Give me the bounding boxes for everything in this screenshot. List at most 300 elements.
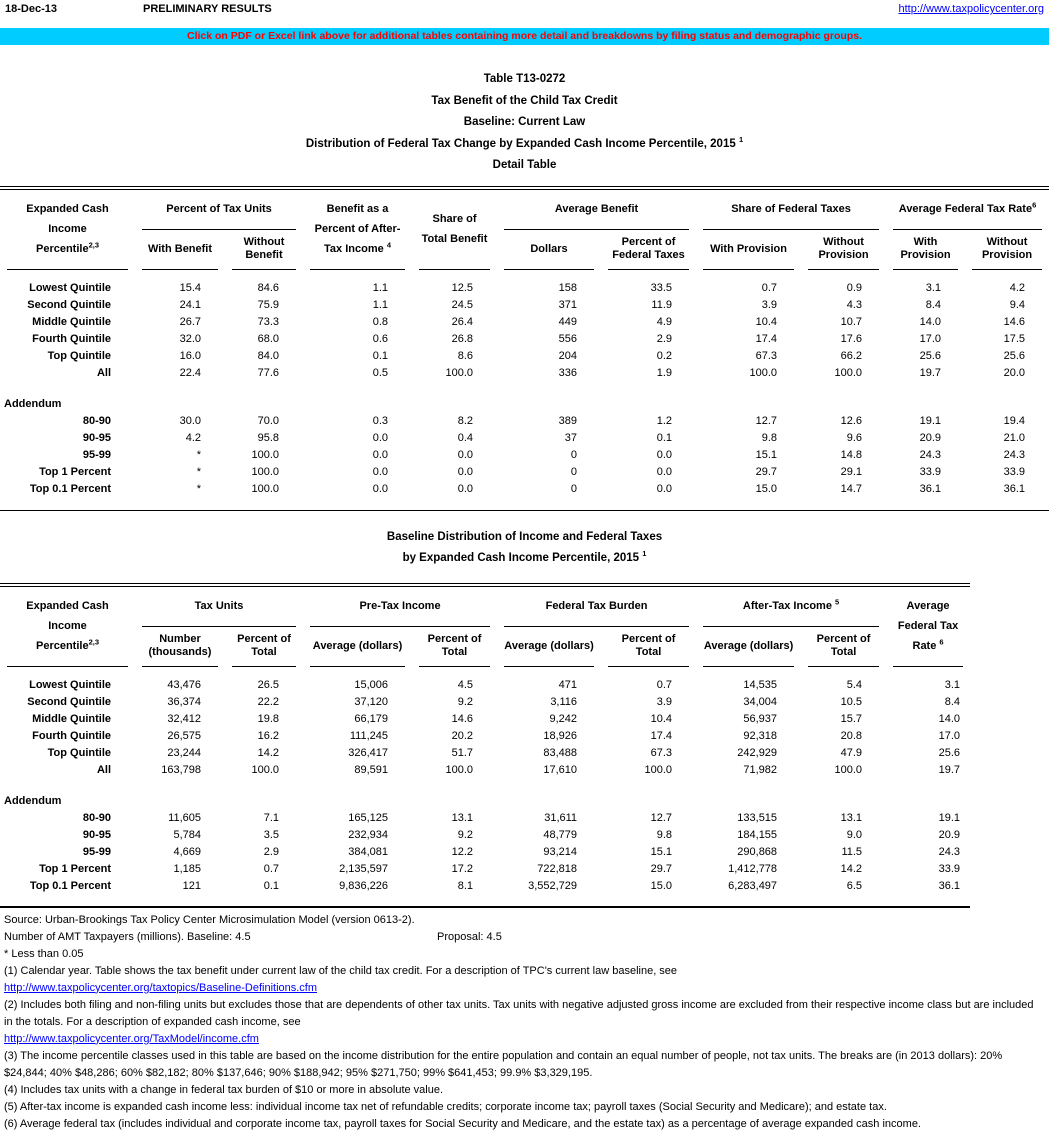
cell: 0.0 [372, 483, 389, 495]
cell: 4.2 [1009, 282, 1026, 294]
col-number-thousands: Number (thousands) [135, 627, 225, 667]
cell: 7.1 [263, 812, 280, 824]
cell: 9,836,226 [339, 880, 389, 892]
detail-table-label: Detail Table [492, 159, 557, 171]
cell: 15.7 [840, 713, 863, 725]
cell: 33.5 [650, 282, 673, 294]
table-number: Table T13-0272 [483, 73, 566, 85]
footnote-1: (1) Calendar year. Table shows the tax benefit under current law of the child tax credit. For a description of TPC's current law baseline, see [4, 964, 678, 977]
cell: 0.0 [457, 449, 474, 461]
cell: 22.4 [179, 367, 201, 379]
amt-proposal-value: Proposal: 4.5 [437, 930, 502, 943]
cell: 0.1 [372, 350, 389, 362]
cell: 21.0 [1003, 432, 1026, 444]
footnote-3: (3) The income percentile classes used in this table are based on the income distribution for the entire population and contain an equal number of people, not tax units. The breaks are (in 2013 dollars): 20% $24,844; 40% $48,286; 60% $82,182; 80% $137,646; 90% $188,942; 95% $271,750; 99% $641,453; 99.9% $3,329,195. [4, 1049, 1003, 1079]
cell: 0.0 [372, 432, 389, 444]
cell: 0.5 [372, 367, 389, 379]
cell: 33.9 [938, 863, 961, 875]
group-pre-tax-income: Pre-Tax Income [303, 587, 497, 627]
cell: 0.7 [263, 863, 280, 875]
cell: 14.8 [840, 449, 863, 461]
group-average-federal-tax-rate: Average Federal Tax Rate$^6$ [886, 190, 1049, 230]
cell: 26,575 [167, 730, 201, 742]
less-than-note: * Less than 0.05 [4, 947, 84, 960]
cell: 75.9 [257, 299, 280, 311]
cell: 0.9 [846, 282, 863, 294]
cell: 290,868 [737, 846, 778, 858]
baseline-distribution-table-wrap [0, 583, 970, 908]
cell: 56,937 [743, 713, 778, 725]
cell: 67.3 [650, 747, 673, 759]
cell: 4,669 [173, 846, 201, 858]
cell: 43,476 [167, 679, 201, 691]
cell: 471 [558, 679, 578, 691]
cell: 26.5 [257, 679, 280, 691]
table-row [0, 430, 1049, 447]
cell: 9.0 [846, 829, 863, 841]
cell: 1,185 [173, 863, 201, 875]
row-label: Top 1 Percent [39, 863, 111, 875]
row-label: Top Quintile [47, 350, 111, 362]
cell: 31,611 [544, 812, 578, 824]
cell: 92,318 [743, 730, 778, 742]
cell: 3.5 [263, 829, 280, 841]
row-label: 95-99 [82, 846, 111, 858]
cell: 17.5 [1003, 333, 1026, 345]
cell: 10.5 [840, 696, 863, 708]
row-label: 80-90 [82, 812, 111, 824]
cell: 83,488 [543, 747, 578, 759]
col-percent-of-total: Percent of Total [601, 627, 696, 667]
cell: 4.2 [185, 432, 201, 444]
cell: 95.8 [257, 432, 280, 444]
cell: 47.9 [840, 747, 863, 759]
baseline-distribution-table [0, 587, 970, 906]
cell: 8.4 [925, 299, 942, 311]
cell: 14.2 [257, 747, 280, 759]
cell: 37 [564, 432, 578, 444]
cell: 20.2 [451, 730, 474, 742]
cell: 8.4 [944, 696, 961, 708]
cell: 14.2 [840, 863, 863, 875]
cell: 20.8 [840, 730, 863, 742]
cell: 133,515 [737, 812, 778, 824]
row-label: 90-95 [82, 829, 111, 841]
cell: 16.0 [179, 350, 201, 362]
cell: 8.2 [457, 415, 474, 427]
col-dollars: Dollars [497, 230, 601, 270]
table-row [0, 861, 970, 878]
cell: 33.9 [1003, 466, 1026, 478]
cell: 36.1 [1003, 483, 1026, 495]
cell: 8.6 [457, 350, 474, 362]
row-label: All [96, 764, 111, 776]
row-label: Second Quintile [27, 696, 111, 708]
cell: 24.3 [1003, 449, 1026, 461]
cell: 17.4 [755, 333, 778, 345]
row-label: All [96, 367, 111, 379]
col-average-dollars: Average (dollars) [696, 627, 801, 667]
table-row [0, 844, 970, 861]
cell: 184,155 [737, 829, 778, 841]
cell: 20.9 [938, 829, 961, 841]
cell: 0.0 [656, 466, 673, 478]
cell: 19.8 [257, 713, 280, 725]
cell: 18,926 [543, 730, 578, 742]
cell: 384,081 [348, 846, 389, 858]
cell: 15.0 [650, 880, 673, 892]
stub-header: Expanded Cash Income Percentile$^{2,3}$ [0, 190, 135, 270]
cell: 17.2 [451, 863, 474, 875]
cell: 36,374 [167, 696, 201, 708]
info-banner: Click on PDF or Excel link above for additional tables containing more detail and breakdowns by filing status and demographic groups. [0, 28, 1049, 45]
cell: 2.9 [263, 846, 280, 858]
taxpolicycenter-link[interactable]: http://www.taxpolicycenter.org [898, 3, 1044, 15]
cell: 6,283,497 [728, 880, 778, 892]
footnote-4: (4) Includes tax units with a change in federal tax burden of $10 or more in absolute value. [4, 1083, 444, 1096]
group-tax-units: Tax Units [135, 587, 303, 627]
cell: 93,214 [543, 846, 578, 858]
col-percent-of-federal-taxes: Percent of Federal Taxes [601, 230, 696, 270]
cell: 89,591 [354, 764, 389, 776]
cell: 29.7 [650, 863, 673, 875]
row-label: Middle Quintile [32, 713, 111, 725]
col-average-dollars: Average (dollars) [497, 627, 601, 667]
col-percent-of-total: Percent of Total [412, 627, 497, 667]
cell: 14.0 [938, 713, 961, 725]
table-row [0, 694, 970, 711]
addendum-label: Addendum [4, 795, 62, 807]
table-row [0, 464, 1049, 481]
baseline-definitions-link[interactable]: http://www.taxpolicycenter.org/taxtopics/Baseline-Definitions.cfm [4, 981, 318, 994]
cell: 0.6 [372, 333, 389, 345]
cell: 10.4 [755, 316, 778, 328]
cell: 77.6 [257, 367, 280, 379]
cell: 165,125 [348, 812, 389, 824]
col-with-provision: With Provision [696, 230, 801, 270]
table-row [0, 762, 970, 779]
cell: 5.4 [846, 679, 863, 691]
cell: 14.0 [919, 316, 942, 328]
cell: 29.7 [755, 466, 778, 478]
row-label: Top 0.1 Percent [29, 483, 111, 495]
cell: 14.6 [451, 713, 474, 725]
cell: 3,116 [550, 696, 578, 708]
table-row [0, 348, 1049, 365]
cell: 30.0 [179, 415, 201, 427]
cell: 19.7 [938, 764, 961, 776]
row-label: Top Quintile [47, 747, 111, 759]
top-bar [0, 0, 1049, 15]
table-row [0, 331, 1049, 348]
cell: 67.3 [755, 350, 778, 362]
cell: 1.2 [656, 415, 673, 427]
second-table-title: Baseline Distribution of Income and Federal Taxes by Expanded Cash Income Percentile, 2015 $^1$ [386, 530, 663, 564]
cell: 25.6 [1003, 350, 1026, 362]
cell: 14,535 [743, 679, 778, 691]
col-with-benefit: With Benefit [135, 230, 225, 270]
cell: 3.9 [761, 299, 778, 311]
cell: 19.7 [919, 367, 942, 379]
cell: 0.0 [656, 449, 673, 461]
row-label: Fourth Quintile [32, 333, 111, 345]
cell: 26.4 [451, 316, 474, 328]
row-label: Lowest Quintile [29, 679, 111, 691]
cell: 15.1 [650, 846, 673, 858]
cell: 9.4 [1009, 299, 1026, 311]
cell: 12.7 [650, 812, 673, 824]
cell: 11.9 [651, 299, 673, 311]
cell: 15.0 [755, 483, 778, 495]
cell: 449 [558, 316, 578, 328]
cell: 9.8 [761, 432, 778, 444]
table-row [0, 481, 1049, 498]
col-without-benefit: Without Benefit [225, 230, 303, 270]
tax-benefit-table-wrap [0, 186, 1049, 511]
row-label: 90-95 [82, 432, 111, 444]
cell: 15.4 [179, 282, 201, 294]
cell: 14.7 [840, 483, 863, 495]
cell: 1,412,778 [728, 863, 778, 875]
col-percent-of-total: Percent of Total [801, 627, 886, 667]
cell: 48,779 [543, 829, 578, 841]
col-average-dollars: Average (dollars) [303, 627, 412, 667]
cell: 71,982 [743, 764, 778, 776]
cell: 0.1 [263, 880, 280, 892]
cell: 242,929 [737, 747, 778, 759]
cell: 0.2 [656, 350, 673, 362]
cell: 0.3 [372, 415, 389, 427]
cell: 24.3 [938, 846, 961, 858]
cell: 12.7 [755, 415, 778, 427]
table-row [0, 677, 970, 694]
cell: 0.0 [372, 466, 389, 478]
cell: 36.1 [919, 483, 942, 495]
cell: 20.9 [919, 432, 942, 444]
cell: 32,412 [167, 713, 201, 725]
cell: 84.6 [257, 282, 280, 294]
table-title: Tax Benefit of the Child Tax Credit [431, 94, 618, 107]
cell: 17,610 [543, 764, 578, 776]
footnotes [0, 908, 1049, 1133]
cell: 34,004 [743, 696, 778, 708]
cell: 36.1 [938, 880, 961, 892]
group-share-of-federal-taxes: Share of Federal Taxes [696, 190, 886, 230]
cell: 17.4 [650, 730, 673, 742]
cell: 100.0 [445, 367, 474, 379]
cell: 32.0 [179, 333, 201, 345]
cell: 9.2 [457, 696, 474, 708]
cell: 16.2 [257, 730, 280, 742]
addendum-label: Addendum [4, 398, 62, 410]
col-percent-of-total: Percent of Total [225, 627, 303, 667]
cell: 100.0 [251, 466, 280, 478]
table-row [0, 711, 970, 728]
cell: 17.0 [938, 730, 961, 742]
table-row [0, 745, 970, 762]
cell: 13.1 [840, 812, 863, 824]
cell: 20.0 [1003, 367, 1026, 379]
cell: 232,934 [348, 829, 389, 841]
cell: 4.5 [457, 679, 474, 691]
cell: 66.2 [840, 350, 863, 362]
cell: 33.9 [919, 466, 942, 478]
cell: 0 [570, 466, 578, 478]
document-date: 18-Dec-13 [5, 3, 57, 15]
table-row [0, 297, 1049, 314]
cell: 17.0 [919, 333, 942, 345]
col-without-provision: Without Provision [965, 230, 1049, 270]
cell: 3.9 [656, 696, 673, 708]
row-label: Second Quintile [27, 299, 111, 311]
table-row [0, 810, 970, 827]
cell: * [196, 466, 201, 478]
cell: 1.1 [372, 299, 389, 311]
cell: 15,006 [354, 679, 389, 691]
cell: 24.5 [451, 299, 474, 311]
cell: 19.1 [919, 415, 942, 427]
cell: 100.0 [644, 764, 673, 776]
amt-taxpayers-note: Number of AMT Taxpayers (millions). Baseline: 4.5 Proposal: 4.5 [4, 929, 1045, 946]
cell: 24.1 [179, 299, 201, 311]
cell: 9,242 [549, 713, 578, 725]
footnote-5: (5) After-tax income is expanded cash income less: individual income tax net of refundable credits; corporate income tax; payroll taxes (Social Security and Medicare); and estate tax. [4, 1100, 887, 1113]
row-label: Top 1 Percent [39, 466, 111, 478]
cell: 24.3 [919, 449, 942, 461]
cell: 15.1 [755, 449, 778, 461]
cell: 8.1 [457, 880, 474, 892]
cell: 9.6 [846, 432, 863, 444]
cell: 3.1 [925, 282, 942, 294]
cell: 0.7 [761, 282, 778, 294]
cell: 23,244 [167, 747, 201, 759]
cell: 100.0 [445, 764, 474, 776]
cell: 100.0 [251, 449, 280, 461]
cell: 163,798 [161, 764, 201, 776]
cell: 29.1 [840, 466, 863, 478]
stub-header: Expanded Cash Income Percentile$^{2,3}$ [0, 587, 135, 667]
cell: 13.1 [451, 812, 474, 824]
cell: 100.0 [251, 483, 280, 495]
cell: 204 [558, 350, 578, 362]
cell: 19.1 [938, 812, 961, 824]
cell: 14.6 [1003, 316, 1026, 328]
cell: 37,120 [354, 696, 389, 708]
cell: * [196, 449, 201, 461]
cell: 22.2 [257, 696, 280, 708]
cell: 100.0 [749, 367, 778, 379]
cell: 25.6 [938, 747, 961, 759]
table-row [0, 280, 1049, 297]
cell: 25.6 [919, 350, 942, 362]
cell: 4.3 [846, 299, 863, 311]
income-definition-link[interactable]: http://www.taxpolicycenter.org/TaxModel/income.cfm [4, 1032, 259, 1045]
cell: 100.0 [834, 764, 863, 776]
cell: 371 [558, 299, 578, 311]
row-label: 80-90 [82, 415, 111, 427]
tax-benefit-table [0, 190, 1049, 510]
cell: 51.7 [451, 747, 474, 759]
cell: 4.9 [656, 316, 673, 328]
cell: 0.7 [656, 679, 673, 691]
cell: 26.7 [179, 316, 201, 328]
cell: 68.0 [257, 333, 280, 345]
distribution-title: Distribution of Federal Tax Change by Expanded Cash Income Percentile, 2015 $^1$ [305, 134, 744, 150]
row-label: Top 0.1 Percent [29, 880, 111, 892]
cell: 3.1 [944, 679, 961, 691]
cell: 121 [182, 880, 201, 892]
col-without-provision: Without Provision [801, 230, 886, 270]
cell: 9.2 [457, 829, 474, 841]
cell: 17.6 [840, 333, 863, 345]
cell: 11,605 [168, 812, 201, 824]
table-row [0, 878, 970, 895]
cell: 12.2 [451, 846, 474, 858]
cell: 2.9 [656, 333, 673, 345]
cell: 0.0 [457, 466, 474, 478]
cell: 3,552,729 [528, 880, 578, 892]
cell: 12.5 [451, 282, 474, 294]
cell: 12.6 [840, 415, 863, 427]
cell: 66,179 [354, 713, 389, 725]
addendum-row [0, 396, 1049, 413]
cell: 70.0 [257, 415, 280, 427]
cell: 84.0 [257, 350, 280, 362]
group-federal-tax-burden: Federal Tax Burden [497, 587, 696, 627]
col-with-provision: With Provision [886, 230, 965, 270]
cell: 0.1 [656, 432, 673, 444]
cell: 111,245 [349, 730, 389, 742]
group-percent-of-tax-units: Percent of Tax Units [135, 190, 303, 230]
cell: 556 [558, 333, 578, 345]
cell: 0.4 [457, 432, 474, 444]
cell: 2,135,597 [339, 863, 389, 875]
title-block [0, 69, 1049, 177]
cell: 100.0 [834, 367, 863, 379]
cell: 73.3 [257, 316, 280, 328]
table-row [0, 827, 970, 844]
addendum-row [0, 793, 970, 810]
table-row [0, 314, 1049, 331]
row-label: Middle Quintile [32, 316, 111, 328]
cell: 0.0 [656, 483, 673, 495]
group-average-federal-tax-rate: Average Federal Tax Rate $^6$ [886, 587, 970, 667]
group-benefit-pct-after-tax-income: Benefit as a Percent of After-Tax Income $^4$ [303, 190, 412, 270]
cell: * [196, 483, 201, 495]
baseline-label: Baseline: Current Law [463, 116, 586, 128]
cell: 336 [558, 367, 578, 379]
group-after-tax-income: After-Tax Income $^5$ [696, 587, 886, 627]
cell: 10.4 [650, 713, 673, 725]
cell: 1.9 [656, 367, 673, 379]
cell: 0.8 [372, 316, 389, 328]
table-row [0, 365, 1049, 382]
row-label: Lowest Quintile [29, 282, 111, 294]
group-average-benefit: Average Benefit [497, 190, 696, 230]
cell: 389 [558, 415, 578, 427]
cell: 100.0 [251, 764, 280, 776]
table-row [0, 728, 970, 745]
preliminary-results-label: PRELIMINARY RESULTS [143, 3, 272, 15]
cell: 1.1 [372, 282, 389, 294]
source-note: Source: Urban-Brookings Tax Policy Center Microsimulation Model (version 0613-2). [4, 913, 415, 926]
table-row [0, 447, 1049, 464]
cell: 0 [570, 449, 578, 461]
cell: 722,818 [537, 863, 578, 875]
cell: 9.8 [656, 829, 673, 841]
cell: 0.0 [372, 449, 389, 461]
footnote-6: (6) Average federal tax (includes individual and corporate income tax, payroll taxes for Social Security and Medicare, and the estate tax) as a percentage of average expanded cash income. [4, 1117, 921, 1130]
